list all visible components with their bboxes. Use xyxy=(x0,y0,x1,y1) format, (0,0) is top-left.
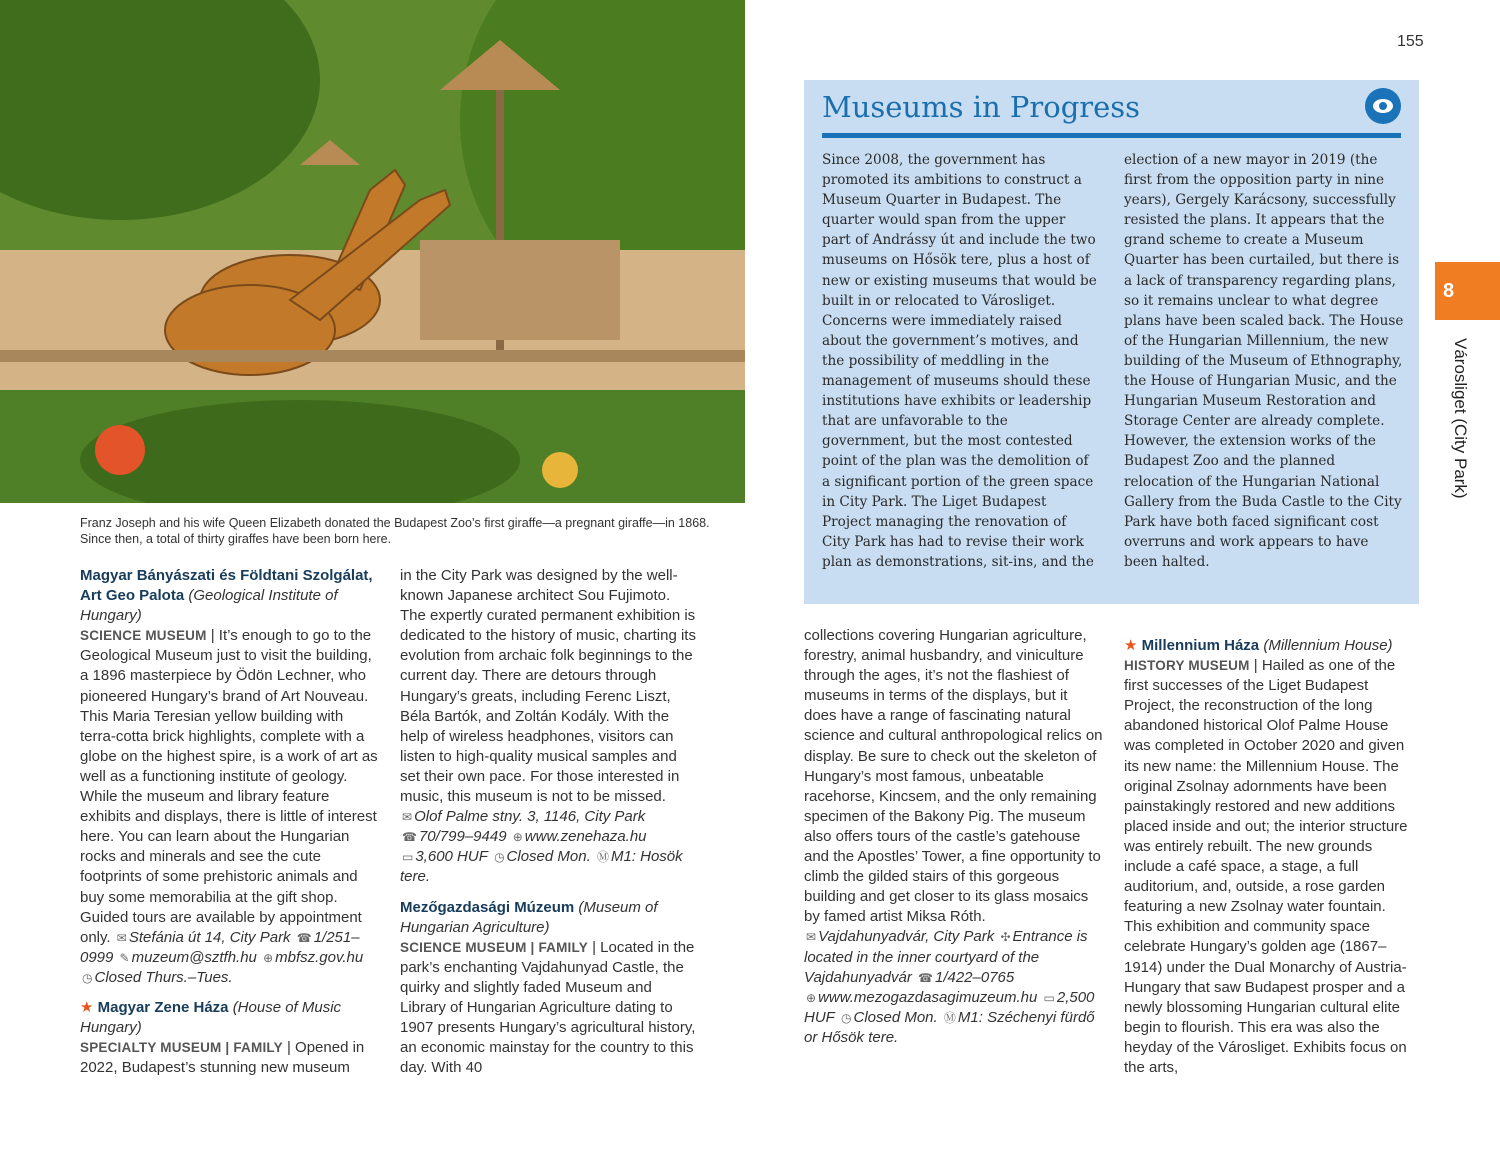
ticket-icon: ▭ xyxy=(1043,990,1055,1005)
clock-icon: ◷ xyxy=(494,850,505,865)
column-1 xyxy=(80,566,378,1088)
entry-address: Stefánia út 14, City Park xyxy=(128,928,291,946)
chapter-tab xyxy=(1435,262,1500,320)
sidebar-rule xyxy=(822,133,1401,138)
entry-house-of-music-cont xyxy=(400,566,696,888)
address-icon: ✉ xyxy=(806,930,817,945)
entry-phone: 1/251–0999 xyxy=(80,928,360,966)
entry-phone: 1/422–0765 xyxy=(934,968,1015,986)
web-icon: ⊕ xyxy=(263,950,274,965)
entry-hours: Closed Mon. xyxy=(506,848,591,866)
sidebar-column-2: election of a new mayor in 2019 (the first from the opposition party in nine years), Gergely Karácsony, successfully resisted the plans. It appears that the grand scheme to create a Museum Quarter has been curtailed, but there is a lack of transparency regarding plans, so it remains unclear to what degree plans have been scaled back. The House of the Hungarian Millennium, the new building of the Museum of Ethnography, the House of Hungarian Music, and the Hungarian Museum Restoration and Storage Center are already complete. However, the extension works of the Budapest Zoo and the planned relocation of the Hungarian National Gallery from the Buda Castle to the City Park have both faced significant cost overruns and work appears to have been halted. xyxy=(1124,152,1404,570)
entry-title: Mezőgazdasági Múzeum xyxy=(400,898,575,916)
entry-category: SCIENCE MUSEUM xyxy=(80,628,207,644)
entry-subtitle: (House of Music Hungary) xyxy=(80,998,342,1037)
star-icon: ★ xyxy=(80,998,94,1016)
phone-icon: ☎ xyxy=(918,970,933,985)
entry-title: Magyar Bányászati és Földtani Szolgálat, Art Geo Palota xyxy=(80,567,373,605)
entry-category: HISTORY MUSEUM xyxy=(1124,658,1250,674)
metro-icon: Ⓜ xyxy=(596,850,609,865)
entry-metro: M1: Hosök tere. xyxy=(400,848,683,886)
entry-millennium-house: ★ Millennium Háza (Millennium House) HISTORY MUSEUM | Hailed as one of the first successes of the Liget Budapest Project, the reconstruction of the long abandoned historical Olof Palme House was completed in October 2020 and given its new name: the Millennium House. The original Zsolnay adornments have been painstakingly restored and new additions placed inside and out; the interior structure was entirely rebuilt. The new grounds include a café space, a stage, a full auditorium, and, outside, a rose garden featuring a new Zsolnay water fountain. This exhibition and community space celebrate Hungary’s golden age (1867–1914) under the Dual Monarchy of Austria-Hungary that saw Budapest prosper and a newly blossoming Hungarian cultural elite begin to flourish. This era was also the heyday of the Városliget. Exhibits focus on the arts, xyxy=(1124,637,1408,1076)
column-4 xyxy=(1124,636,1416,1088)
eye-icon xyxy=(1365,88,1401,124)
entry-geological-institute: Magyar Bányászati és Földtani Szolgálat, Art Geo Palota (Geological Institute of Hungary) SCIENCE MUSEUM | It’s enough to go to the Geological Museum just to visit the building, a 1896 masterpiece by Ödön Lechner, who pioneered Hungary’s brand of Art Nouveau. This Maria Teresian yellow building with terra-cotta brick highlights, complete with a globe on the highest spire, is a work of art as well as a functioning institute of geology. While the museum and library feature exhibits and displays, there is little of interest here. You can learn about the Hungarian rocks and minerals and see the cute footprints of some prehistoric animals and buy some memorabilia at the gift shop. Guided tours are available by appointment only. ✉ Stefánia út 14, City Park ☎ 1/251–0999 ✎ muzeum@sztfh.hu ⊕ mbfsz.gov.hu ◷ Closed Thurs.–Tues. xyxy=(80,567,378,986)
clock-icon: ◷ xyxy=(841,1010,852,1025)
phone-icon: ☎ xyxy=(296,930,312,945)
entry-category: SCIENCE MUSEUM | FAMILY xyxy=(400,939,588,955)
email-icon: ✎ xyxy=(119,950,130,965)
address-icon: ✉ xyxy=(402,810,413,825)
entry-body: It’s enough to go to the Geological Museum just to visit the building, a 1896 masterpiece by Ödön Lechner, who pioneered Hungary’s brand of Art Nouveau. This Maria Teresian yellow building with terra-cotta brick highlights, complete with a globe on the highest spire, is a work of art as well as a functioning institute of geology. While the museum and library feature exhibits and displays, there is little of interest here. You can learn about the Hungarian rocks and minerals and see the cute footprints of some prehistoric animals and buy some memorabilia at the gift shop. Guided tours are available by appointment only. xyxy=(80,627,378,946)
sidebar-column-1: Since 2008, the government has promoted its ambitions to construct a Museum Quarter in Budapest. The quarter would span from the upper part of Andrássy út and include the two museums on Hősök tere, plus a host of new or existing museums that would be built in or relocated to Városliget. Concerns were immediately raised about the government’s motives, and the possibility of meddling in the management of museums should these institutions have exhibits or leadership that are unfavorable to the government, but the most contested point of the plan was the demolition of a significant portion of the green space in City Park. The Liget Budapest Project managing the renovation of City Park has had to revise their work plan as demonstrations, sit-ins, and the xyxy=(822,152,1097,570)
entry-address: Olof Palme stny. 3, 1146, City Park xyxy=(414,808,646,826)
entry-email[interactable]: muzeum@sztfh.hu xyxy=(131,948,257,966)
phone-icon: ☎ xyxy=(402,830,417,845)
entry-body: Opened in 2022, Budapest’s stunning new museum xyxy=(80,1039,365,1077)
entry-body: collections covering Hungarian agriculture, forestry, animal husbandry, and viniculture through the ages, it’s not the flashiest of museums in terms of the displays, but it does have a range of fascinating natural science and cultural anthropological relics on display. Be sure to check out the skeleton of Hungary’s most famous, unbeatable racehorse, Kincsem, and the only remaining specimen of the Bakony Pig. The museum also offers tours of the castle’s gatehouse and the Apostles’ Tower, a fine opportunity to climb the gilded stairs of this gorgeous building and get closer to its glass mosaics by famed artist Miksa Róth. xyxy=(804,627,1103,926)
entry-entrance: Entrance is located in the inner courtyard of the Vajdahunyadvár xyxy=(804,928,1088,986)
entry-house-of-music: ★ Magyar Zene Háza (House of Music Hungary) SPECIALTY MUSEUM | FAMILY | Opened in 2022, Budapest’s stunning new museum xyxy=(80,998,365,1077)
sidebar-title: Museums in Progress xyxy=(822,90,1141,124)
entry-body: Hailed as one of the first successes of the Liget Budapest Project, the reconstruction of the long abandoned historical Olof Palme House was completed in October 2020 and given its new name: the Millennium House. The original Zsolnay adornments have been painstakingly restored and new additions placed inside and out; the interior structure was entirely rebuilt. The new grounds include a café space, a stage, a full auditorium, and, outside, a rose garden featuring a new Zsolnay water fountain. This exhibition and community space celebrate Hungary’s golden age (1867–1914) under the Dual Monarchy of Austria-Hungary that saw Budapest prosper and a newly blossoming Hungarian cultural elite begin to flourish. This era was also the heyday of the Városliget. Exhibits focus on the arts, xyxy=(1124,657,1408,1076)
column-2 xyxy=(400,566,696,1088)
entry-web[interactable]: www.mezogazdasagimuzeum.hu xyxy=(818,988,1038,1006)
entry-subtitle: (Museum of Hungarian Agriculture) xyxy=(400,898,658,936)
entry-web[interactable]: www.zenehaza.hu xyxy=(524,828,647,846)
entry-web[interactable]: mbfsz.gov.hu xyxy=(275,948,364,966)
web-icon: ⊕ xyxy=(806,990,817,1005)
entry-agriculture-museum: Mezőgazdasági Múzeum (Museum of Hungarian Agriculture) SCIENCE MUSEUM | FAMILY | Located in the park’s enchanting Vajdahunyad Castle, the quirky and slightly faded Museum and Library of Hungarian Agriculture dating to 1907 presents Hungary’s agricultural history, an economic mainstay for the country to this day. With 40 xyxy=(400,898,696,1077)
web-icon: ⊕ xyxy=(512,830,523,845)
entry-hours: Closed Mon. xyxy=(853,1008,938,1026)
address-icon: ✉ xyxy=(116,930,127,945)
entry-hours: Closed Thurs.–Tues. xyxy=(94,968,233,986)
entry-body: Located in the park’s enchanting Vajdahunyad Castle, the quirky and slightly faded Museum and Library of Hungarian Agriculture dating to 1907 presents Hungary’s agricultural history, an economic mainstay for the country to this day. With 40 xyxy=(400,938,696,1077)
star-icon: ★ xyxy=(1124,637,1138,654)
entry-category: SPECIALTY MUSEUM | FAMILY xyxy=(80,1040,283,1056)
entry-subtitle: (Geological Institute of Hungary) xyxy=(80,587,338,625)
sidebar-museums-in-progress xyxy=(804,80,1419,604)
giraffe-illustration xyxy=(0,0,745,503)
entry-body: in the City Park was designed by the well-known Japanese architect Sou Fujimoto. The expertly curated permanent exhibition is dedicated to the history of music, charting its evolution from archaic folk beginnings to the current day. There are detours through Hungary’s greats, including Ferenc Liszt, Béla Bartók, and Zoltán Kodály. With the help of wireless headphones, visitors can listen to high-quality musical samples and set their own pace. For those interested in music, this museum is not to be missed. xyxy=(400,567,696,806)
chapter-number: 8 xyxy=(1443,280,1455,302)
entry-metro: M1: Széchenyi fürdő or Hősök tere. xyxy=(804,1008,1095,1046)
ticket-icon: ▭ xyxy=(402,850,414,865)
entrance-icon: ✣ xyxy=(1000,930,1011,945)
entry-title: Millennium Háza xyxy=(1141,637,1260,654)
metro-icon: Ⓜ xyxy=(943,1010,956,1025)
entry-title: Magyar Zene Háza xyxy=(97,998,229,1016)
giraffe-photo xyxy=(0,0,745,503)
chapter-label: Városliget (City Park) xyxy=(1451,338,1470,499)
entry-price: 3,600 HUF xyxy=(415,848,488,866)
entry-phone: 70/799–9449 xyxy=(418,828,507,846)
page-number: 155 xyxy=(1397,33,1424,50)
column-3 xyxy=(804,626,1104,1058)
entry-price: 2,500 HUF xyxy=(804,988,1095,1026)
entry-address: Vajdahunyadvár, City Park xyxy=(818,928,995,946)
entry-subtitle: (Millennium House) xyxy=(1263,637,1393,654)
photo-caption: Franz Joseph and his wife Queen Elizabeth donated the Budapest Zoo’s first giraffe—a pregnant giraffe—in 1868. Since then, a total of thirty giraffes have been born here. xyxy=(80,516,710,546)
entry-agriculture-museum-cont xyxy=(804,626,1104,1048)
clock-icon: ◷ xyxy=(82,970,93,985)
